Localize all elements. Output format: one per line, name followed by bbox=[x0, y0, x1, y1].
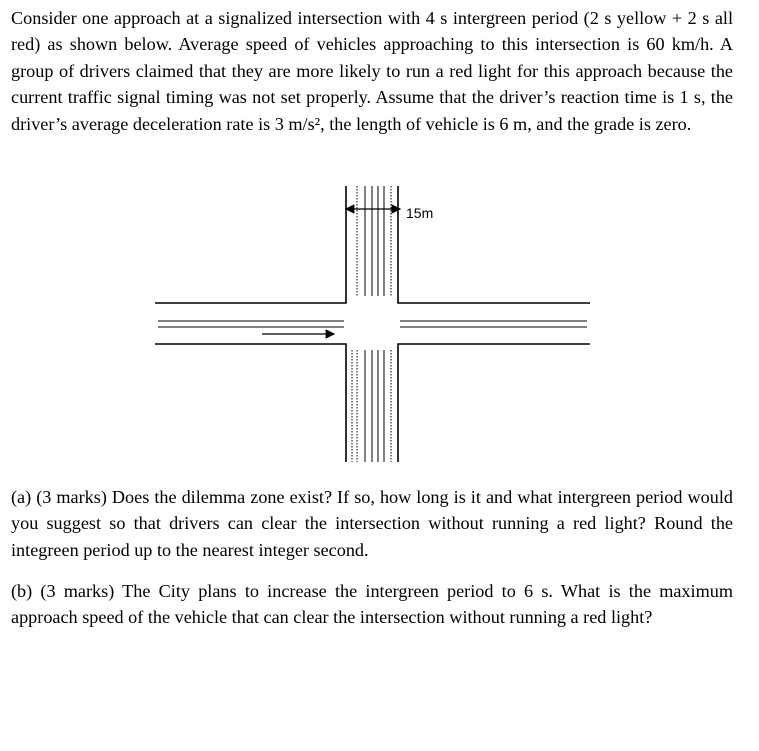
question-b: (b) (3 marks) The City plans to increase the intergreen period to 6 s. What is the maximum approach speed of the vehicle that can clear the intersection without running a red light? bbox=[11, 581, 733, 628]
vertical-lane-lines-bottom bbox=[365, 350, 384, 462]
road-edge-top-right bbox=[398, 186, 590, 303]
road-edge-bottom-left bbox=[155, 344, 346, 462]
horizontal-lane-lines bbox=[158, 321, 587, 327]
intersection-diagram bbox=[150, 178, 595, 468]
road-edge-top-left bbox=[155, 186, 346, 303]
width-label: 15m bbox=[406, 205, 434, 221]
dotted-lane-lines-top bbox=[357, 186, 391, 296]
problem-statement: Consider one approach at a signalized intersection with 4 s intergreen period (2 s yellow + 2 s all red) as shown below. Average speed of vehicles approaching to this intersection is 60 km/h. A group of drivers claimed that they are more likely to run a red light for this approach because the current traffic signal timing was not set properly. Assume that the driver’s reaction time is 1 s, the driver’s average deceleration rate is 3 m/s², the length of vehicle is 6 m, and the grade is zero. bbox=[11, 8, 733, 134]
question-a: (a) (3 marks) Does the dilemma zone exist? If so, how long is it and what intergreen period would you suggest so that drivers can clear the intersection without running a red light? Round the integreen period up to the nearest integer second. bbox=[11, 487, 733, 560]
road-edge-bottom-right bbox=[398, 344, 590, 462]
vertical-lane-lines-top bbox=[365, 186, 384, 296]
